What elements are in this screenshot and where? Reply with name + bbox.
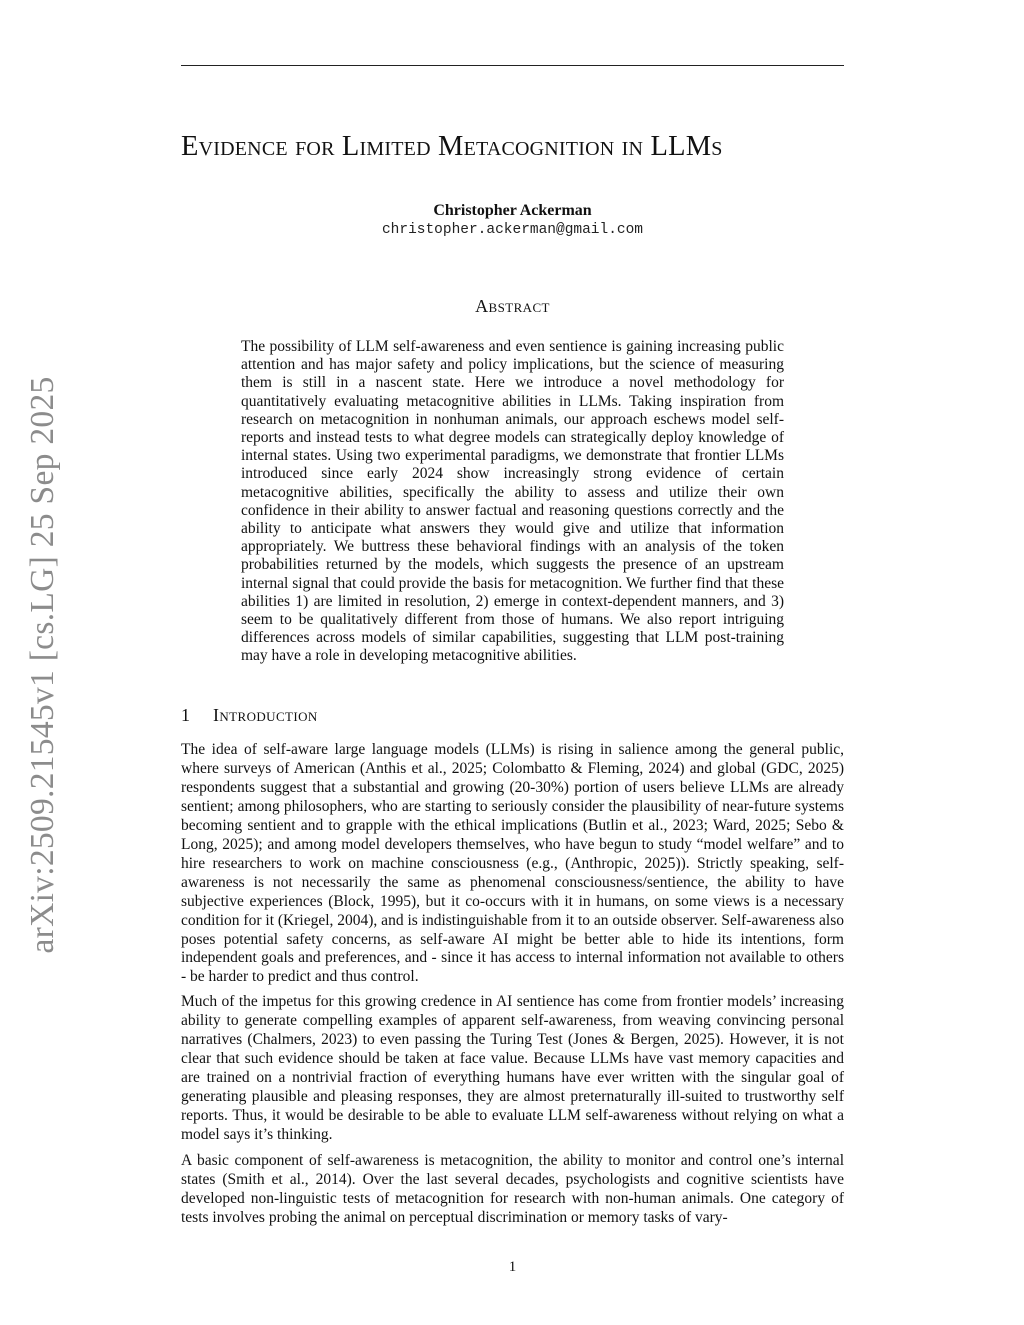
arxiv-identifier-stamp: arXiv:2509.21545v1 [cs.LG] 25 Sep 2025 [24, 376, 61, 954]
author-email: christopher.ackerman@gmail.com [381, 222, 644, 238]
abstract-body: The possibility of LLM self-awareness and even sentience is gaining increasing public attention and has major safety and policy implications, but the science of measuring them is still in a nascent state. Here we introduce a novel methodology for quantitatively evaluating metacognitive abilities in LLMs. Taking inspiration from research on metacognition in nonhuman animals, our approach eschews model self-reports and instead tests to what degree models can strategically deploy knowledge of internal states. Using two experimental paradigms, we demonstrate that frontier LLMs introduced since early 2024 show increasingly strong evidence of certain metacognitive abilities, specifically the ability to assess and utilize their own confidence in their ability to answer factual and reasoning questions correctly and the ability to anticipate what answers they would give and utilize that information appropriately. We buttress these behavioral findings with an analysis of the token probabilities returned by the models, which suggests the presence of an upstream internal signal that could provide the basis for metacognition. We further find that these abilities 1) are limited in resolution, 2) emerge in context-dependent manners, and 3) seem to be qualitatively different from those of humans. We also report intriguing differences across models of similar capabilities, suggesting that LLM post-training may have a role in developing metacognitive abilities. [241, 338, 784, 665]
section-number: 1 [181, 705, 190, 725]
section-title: Introduction [213, 705, 318, 725]
abstract-heading: Abstract [475, 296, 550, 316]
author-name: Christopher Ackerman [433, 202, 592, 219]
section-heading-introduction [181, 703, 844, 727]
page-number: 1 [508, 1259, 517, 1275]
body-paragraph: A basic component of self-awareness is metacognition, the ability to monitor and control one’s internal states (Smith et al., 2014). Over the last several decades, psychologists and cognitive scientists have developed non-linguistic tests of metacognition for research with non-human animals. One category of tests involves probing the animal on perceptual discrimination or memory tasks of vary- [181, 1152, 844, 1226]
body-paragraph: The idea of self-aware large language models (LLMs) is rising in salience among the general public, where surveys of American (Anthis et al., 2025; Colombatto & Fleming, 2024) and global (GDC, 2025) respondents suggest that a substantial and growing (20-30%) portion of users believe LLMs are already sentient; among philosophers, who are starting to seriously consider the plausibility of near-future systems becoming sentient and to grapple with the ethical implications (Butlin et al., 2023; Ward, 2025; Sebo & Long, 2025); and among model developers themselves, who have begun to study “model welfare” and to hire researchers to work on machine consciousness (e.g., (Anthropic, 2025)). Strictly speaking, self-awareness is not necessarily the same as phenomenal consciousness/sentience, the ability to have subjective experiences (Block, 1995), but it co-occurs with it in humans, on some views is a necessary condition for it (Kriegel, 2004), and is indistinguishable from it to an outside observer. Self-awareness also poses potential safety concerns, as self-aware AI might be better able to hide its intentions, form independent goals and preferences, and - since it has access to internal information not available to others - be harder to predict and thus control. [181, 741, 844, 986]
header-rule [181, 65, 844, 66]
paper-title: Evidence for Limited Metacognition in LLMs [181, 131, 723, 162]
body-paragraph: Much of the impetus for this growing credence in AI sentience has come from frontier models’ increasing ability to generate compelling examples of apparent self-awareness, from weaving convincing personal narratives (Chalmers, 2023) to even passing the Turing Test (Jones & Bergen, 2025). However, it is not clear that such evidence should be taken at face value. Because LLMs have vast memory capacities and are trained on a nontrivial fraction of everything humans have ever written with the singular goal of generating plausible and pleasing responses, they are almost preternaturally ill-suited to trustworthy self reports. Thus, it would be desirable to be able to evaluate LLM self-awareness without relying on what a model says it’s thinking. [181, 993, 844, 1143]
